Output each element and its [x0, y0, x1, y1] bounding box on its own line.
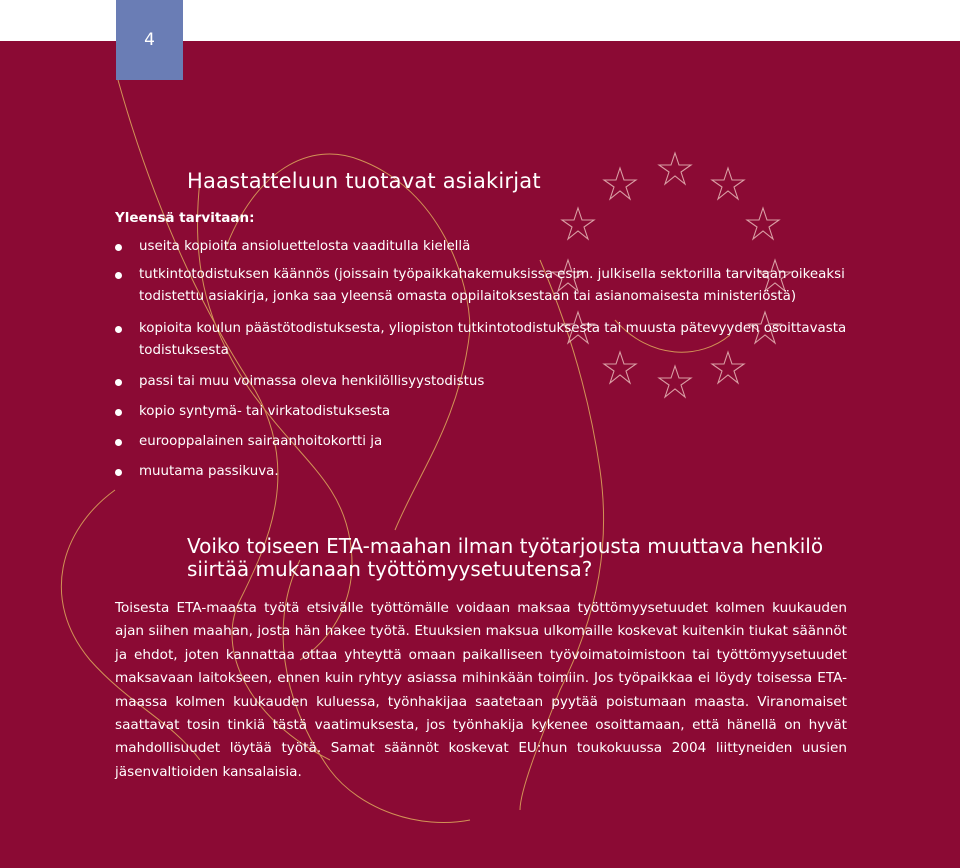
body-paragraph: Toisesta ETA-maasta työtä etsivälle työttömälle voidaan maksaa työttömyysetuudet kolmen kuukauden ajan siihen maahan, josta hän hakee työtä. Etuuksien maksua ulkomaille koskevat kuitenkin tiukat säännöt ja ehdot, joten kannattaa ottaa yhteyttä omaan paikalliseen työvoimatoimistoon tai työttömyysetuudet maksavaan laitokseen, ennen kuin ryhtyy asiassa mihinkään toimiin. Jos työpaikkaa ei löydy toisessa ETA-maassa kolmen kuukauden kuluessa, työnhakijaa saatetaan pyytää poistumaan maasta. Viranomaiset saattavat tosin tinkiä tästä vaatimuksesta, jos työnhakija kykenee osoittamaan, että hänellä on hyvät mahdollisuudet löytää työtä. Samat säännöt koskevat EU:hun toukokuussa 2004 liittyneiden uusien jäsenvaltioiden kansalaisia.	[115, 600, 847, 780]
section-title-unemployment-benefits: Voiko toiseen ETA-maahan ilman työtarjousta muuttava henkilö siirtää mukanaan työttömyysetuutensa?	[187, 534, 824, 581]
document-list	[115, 236, 855, 483]
list-item-text: kopioita koulun päästötodistuksesta, yliopiston tutkintotodistuksesta tai muusta pätevyyden osoittavasta todistuksesta	[139, 321, 847, 358]
bullet-icon	[115, 469, 122, 476]
eu-star-icon	[562, 208, 594, 239]
bullet-icon	[115, 244, 122, 251]
eu-star-icon	[712, 168, 744, 199]
list-item	[115, 318, 855, 362]
list-item-text: useita kopioita ansioluettelosta vaaditulla kielellä	[139, 239, 471, 254]
page-number-tab	[116, 0, 183, 80]
bullet-icon	[115, 379, 122, 386]
list-item	[115, 401, 855, 423]
section-title-documents: Haastatteluun tuotavat asiakirjat	[187, 169, 541, 193]
eu-star-icon	[604, 168, 636, 199]
bullet-icon	[115, 439, 122, 446]
list-item-text: tutkintotodistuksen käännös (joissain työpaikkahakemuksissa esim. julkisella sektorilla tarvitaan oikeaksi todistettu asiakirja, jonka saa yleensä omasta oppilaitoksestaan tai asianomaisesta ministeriöstä)	[139, 267, 845, 304]
eu-star-icon	[659, 153, 691, 184]
list-item	[115, 264, 855, 308]
list-item	[115, 236, 855, 258]
page-number: 4	[144, 30, 155, 50]
list-item	[115, 431, 855, 453]
subheading-usually-needed: Yleensä tarvitaan:	[115, 210, 255, 226]
eu-star-icon	[747, 208, 779, 239]
bullet-icon	[115, 326, 122, 333]
list-item-text: passi tai muu voimassa oleva henkilöllisyystodistus	[139, 374, 485, 389]
list-item-text: muutama passikuva.	[139, 464, 279, 479]
list-item	[115, 371, 855, 393]
bullet-icon	[115, 409, 122, 416]
list-item-text: eurooppalainen sairaanhoitokortti ja	[139, 434, 383, 449]
list-item-text: kopio syntymä- tai virkatodistuksesta	[139, 404, 391, 419]
list-item	[115, 461, 855, 483]
bullet-icon	[115, 272, 122, 279]
